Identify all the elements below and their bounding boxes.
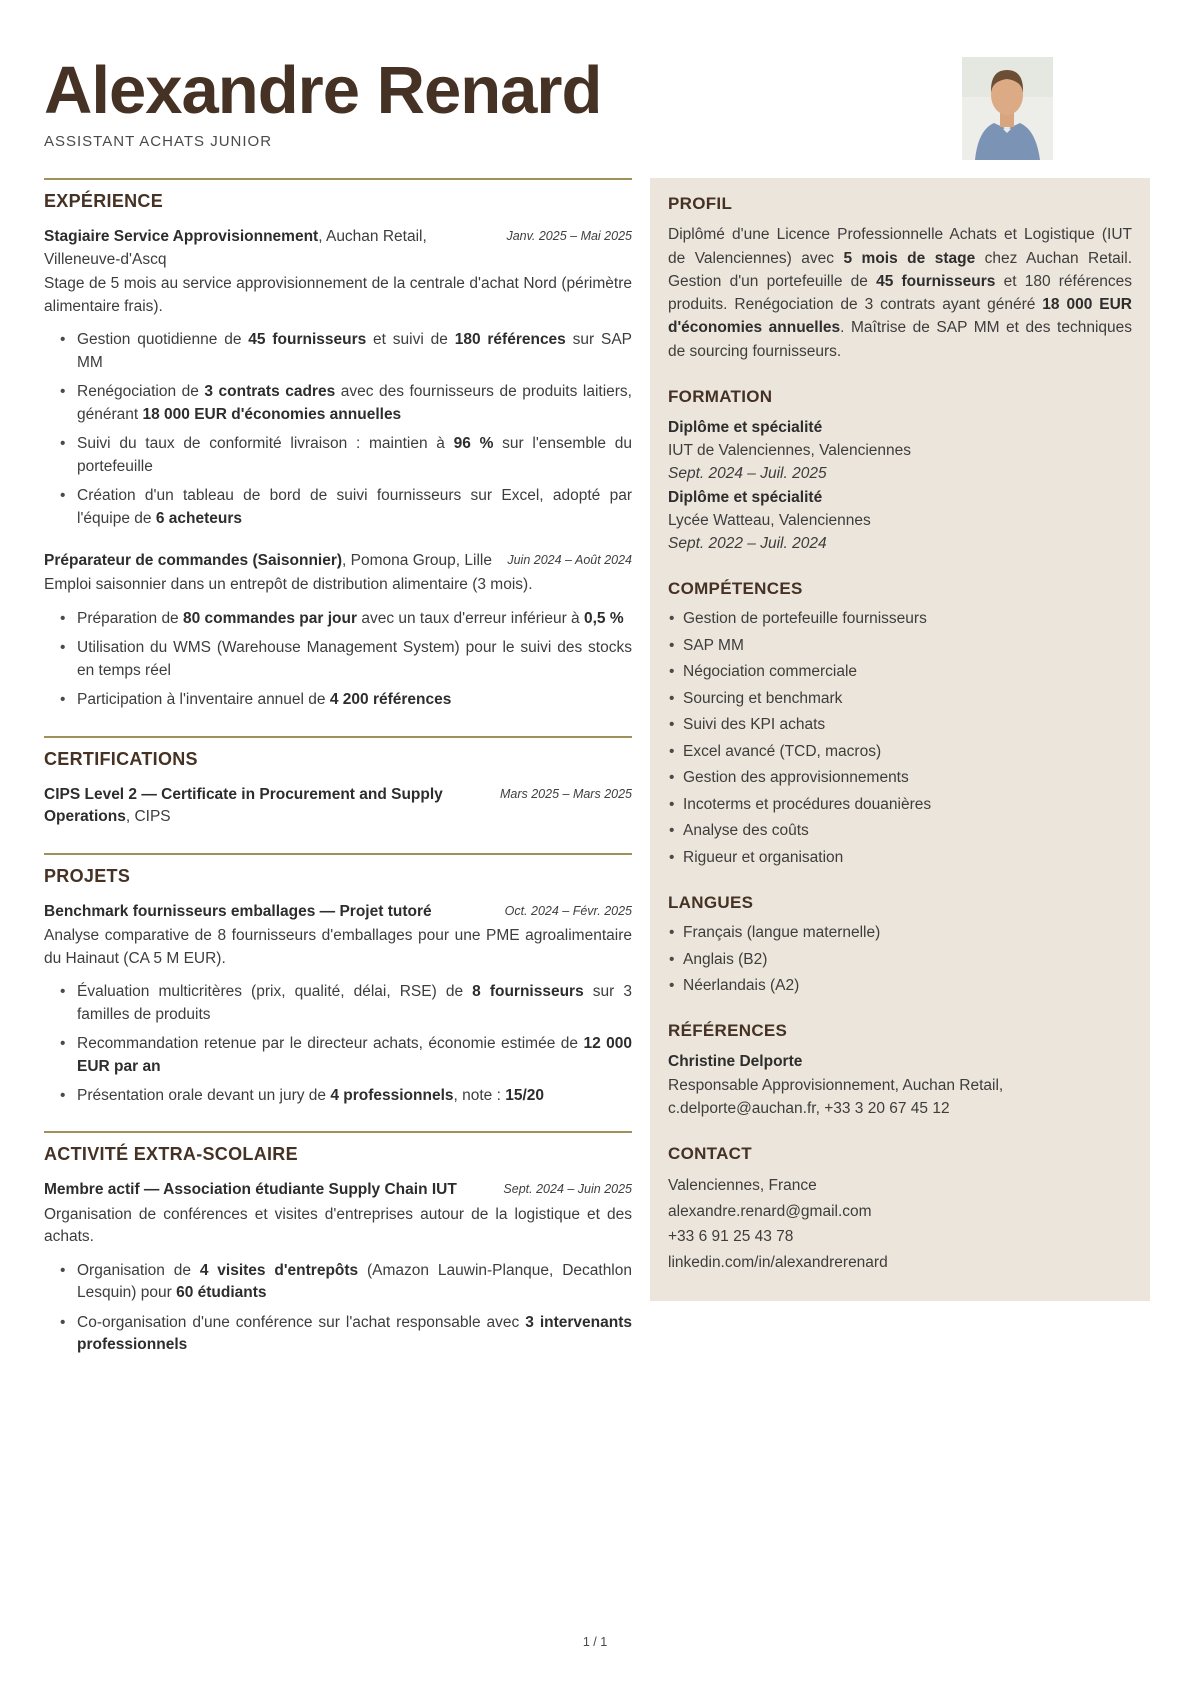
bullet-item: • Co-organisation d'une conférence sur l'achat responsable avec 3 intervenants professionnels [77,1312,632,1357]
sidebar-section [668,387,1132,556]
entry-date: Juin 2024 – Août 2024 [507,552,632,567]
education-item [668,486,1132,556]
content-columns [44,178,1150,1380]
entry-header [44,226,632,271]
sidebar-section-heading: PROFIL [668,194,733,214]
entry-title: Préparateur de commandes (Saisonnier), Pomona Group, Lille [44,551,492,569]
bullet-list [44,1260,632,1357]
education-school: IUT de Valenciennes, Valenciennes [668,442,911,460]
sidebar-section [668,1021,1132,1120]
main-column [44,178,632,1380]
section [44,736,632,829]
sidebar-list-item: • Français (langue maternelle) [683,922,1132,944]
sidebar-list-item: • Anglais (B2) [683,949,1132,971]
entry-date: Oct. 2024 – Févr. 2025 [504,903,632,918]
entry [44,784,632,829]
entry [44,226,632,530]
sidebar-list [668,922,1132,997]
sidebar [650,178,1150,1301]
bullet-item: • Organisation de 4 visites d'entrepôts (Amazon Lauwin-Planque, Decathlon Lesquin) pour 60 étudiants [77,1260,632,1305]
bullet-item: • Recommandation retenue par le directeur achats, économie estimée de 12 000 EUR par an [77,1033,632,1078]
sidebar-list-item: • Gestion des approvisionnements [683,767,1132,789]
sidebar-section-heading: FORMATION [668,386,773,406]
bullet-item: • Gestion quotidienne de 45 fournisseurs et suivi de 180 références sur SAP MM [77,329,632,374]
contact-line: linkedin.com/in/alexandrerenard [668,1253,888,1271]
entry-header [44,784,632,829]
sidebar-list [668,608,1132,869]
entry-date: Janv. 2025 – Mai 2025 [506,229,632,244]
education-dates: Sept. 2024 – Juil. 2025 [668,465,827,483]
education-degree: Diplôme et spécialité [668,418,823,436]
section-divider [44,736,632,738]
sidebar-section [668,893,1132,997]
sidebar-list-item: • Négociation commerciale [683,661,1132,683]
education-degree: Diplôme et spécialité [668,488,823,506]
sidebar-list-item: • Sourcing et benchmark [683,688,1132,710]
bullet-item: • Utilisation du WMS (Warehouse Management System) pour le suivi des stocks en temps réel [77,637,632,682]
sidebar-list-item: • Rigueur et organisation [683,847,1132,869]
contact-line: alexandre.renard@gmail.com [668,1202,872,1220]
bullet-item: • Présentation orale devant un jury de 4 professionnels, note : 15/20 [77,1085,632,1107]
bullet-item: • Participation à l'inventaire annuel de 4 200 références [77,689,632,711]
entry-summary: Stage de 5 mois au service approvisionnement de la centrale d'achat Nord (périmètre alimentaire frais). [44,275,632,315]
profile-photo [962,57,1053,160]
contact-line: Valenciennes, France [668,1177,817,1195]
section [44,853,632,1108]
sidebar-section-heading: RÉFÉRENCES [668,1021,788,1041]
entry-title: CIPS Level 2 — Certificate in Procurement and Supply Operations, CIPS [44,785,443,826]
sidebar-section [668,1144,1132,1275]
education-dates: Sept. 2022 – Juil. 2024 [668,535,827,553]
education-item [668,416,1132,486]
sidebar-list-item: • Gestion de portefeuille fournisseurs [683,608,1132,630]
section [44,178,632,711]
bullet-list [44,329,632,530]
sidebar-list-item: • Incoterms et procédures douanières [683,794,1132,816]
entry-header [44,550,632,572]
contact-line: +33 6 91 25 43 78 [668,1228,794,1246]
education-school: Lycée Watteau, Valenciennes [668,511,871,529]
entry [44,901,632,1108]
profile-photo-graphic [962,57,1053,160]
sidebar-section-heading: COMPÉTENCES [668,579,803,599]
entry [44,1179,632,1356]
entry-title: Stagiaire Service Approvisionnement, Auchan Retail, Villeneuve-d'Ascq [44,228,427,268]
bullet-item: • Préparation de 80 commandes par jour avec un taux d'erreur inférieur à 0,5 % [77,608,632,630]
entry-date: Sept. 2024 – Juin 2025 [503,1182,632,1197]
entry-summary: Organisation de conférences et visites d'entreprises autour de la logistique et des achats. [44,1205,632,1246]
sidebar-list-item: • Néerlandais (A2) [683,975,1132,997]
sidebar-list-item: • SAP MM [683,635,1132,657]
bullet-item: • Évaluation multicritères (prix, qualité, délai, RSE) de 8 fournisseurs sur 3 familles de produits [77,981,632,1026]
sidebar-section-heading: CONTACT [668,1144,752,1164]
reference-name: Christine Delporte [668,1053,803,1071]
section-heading: ACTIVITÉ EXTRA-SCOLAIRE [44,1144,298,1165]
sidebar-section [668,194,1132,363]
entry-header [44,901,632,923]
bullet-item: • Renégociation de 3 contrats cadres avec des fournisseurs de produits laitiers, générant 18 000 EUR d'économies annuelles [77,381,632,426]
sidebar-list-item: • Suivi des KPI achats [683,714,1132,736]
section-heading: PROJETS [44,865,131,886]
sidebar-section [668,579,1132,869]
sidebar-list-item: • Analyse des coûts [683,820,1132,842]
bullet-item: • Création d'un tableau de bord de suivi fournisseurs sur Excel, adopté par l'équipe de 6 acheteurs [77,485,632,530]
candidate-job-title: ASSISTANT ACHATS JUNIOR [44,133,273,151]
profile-text: Diplômé d'une Licence Professionnelle Achats et Logistique (IUT de Valenciennes) avec 5 mois de stage chez Auchan Retail. Gestion d'un portefeuille de 45 fournisseurs et 180 références produits. Renégociation de 3 contrats ayant généré 18 000 EUR d'économies annuelles. Maîtrise de SAP MM et des techniques de sourcing fournisseurs. [668,226,1133,360]
entry-header [44,1179,632,1201]
section-heading: CERTIFICATIONS [44,748,198,769]
bullet-list [44,608,632,712]
entry-summary: Emploi saisonnier dans un entrepôt de distribution alimentaire (3 mois). [44,576,533,594]
sidebar-list-item: • Excel avancé (TCD, macros) [683,741,1132,763]
section-divider [44,853,632,855]
bullet-list [44,981,632,1107]
entry-date: Mars 2025 – Mars 2025 [499,786,632,801]
page-number: 1 / 1 [582,1635,608,1649]
bullet-item: • Suivi du taux de conformité livraison : maintien à 96 % sur l'ensemble du portefeuille [77,433,632,478]
section-divider [44,1131,632,1133]
sidebar-section-heading: LANGUES [668,893,754,913]
entry [44,550,632,712]
entry-title: Membre actif — Association étudiante Supply Chain IUT [44,1181,457,1199]
section [44,1131,632,1356]
entry-summary: Analyse comparative de 8 fournisseurs d'emballages pour une PME agroalimentaire du Hainaut (CA 5 M EUR). [44,927,632,967]
reference-details: Responsable Approvisionnement, Auchan Retail, c.delporte@auchan.fr, +33 3 20 67 45 12 [668,1076,1004,1117]
candidate-name: Alexandre Renard [44,53,602,128]
section-heading: EXPÉRIENCE [44,191,164,212]
entry-title: Benchmark fournisseurs emballages — Projet tutoré [44,902,432,920]
section-divider [44,178,632,180]
